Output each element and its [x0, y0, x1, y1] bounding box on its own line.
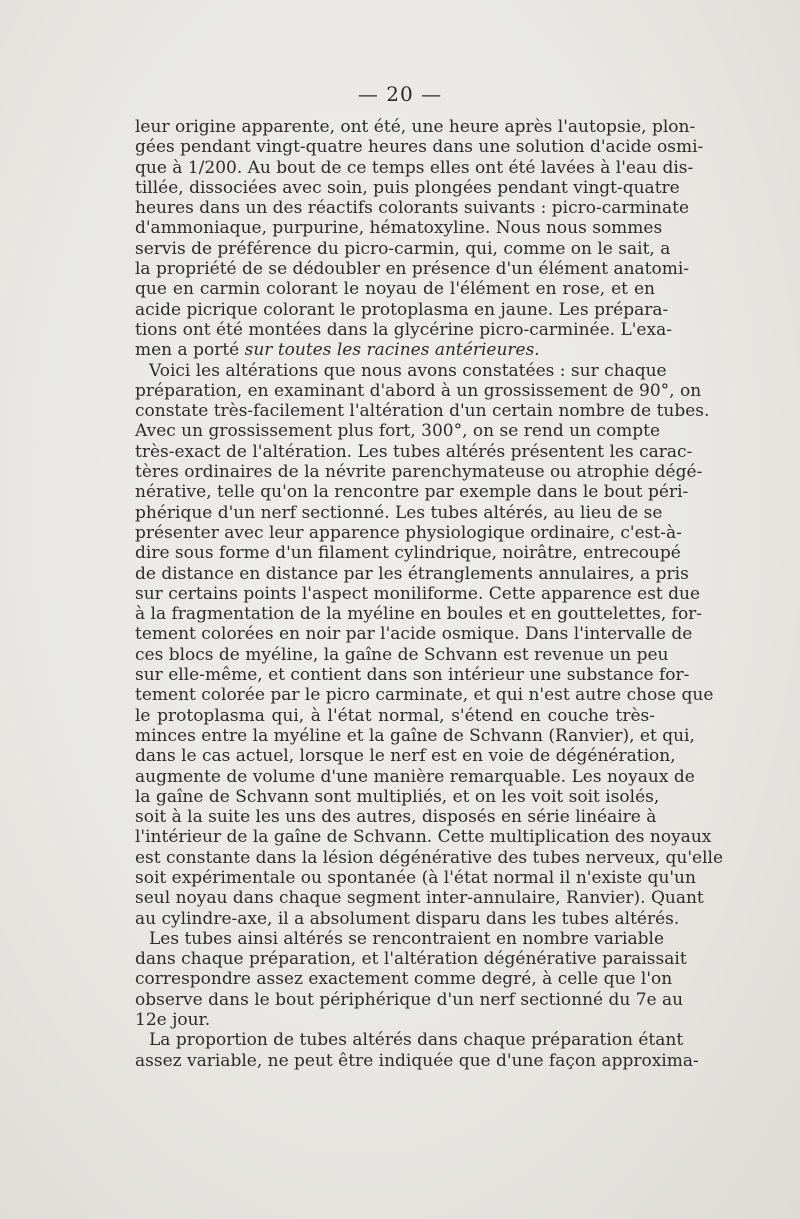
- text-line: observe dans le bout périphérique d'un nerf sectionné du 7e au: [135, 989, 684, 1010]
- text-line: la gaîne de Schvann sont multipliés, et on les voit soit isolés,: [135, 786, 660, 807]
- text-line: à la fragmentation de la myéline en boules et en gouttelettes, for-: [135, 604, 703, 625]
- text-line: dans le cas actuel, lorsque le nerf est en voie de dégénération,: [135, 746, 676, 767]
- body-text: [135, 117, 724, 1071]
- page-number: — 20 —: [357, 82, 443, 106]
- text-line: Avec un grossissement plus fort, 300°, on se rend un compte: [135, 421, 661, 442]
- text-line: soit à la suite les uns des autres, disposés en série linéaire à: [135, 807, 657, 828]
- text-line: le protoplasma qui, à l'état normal, s'étend en couche très-: [135, 705, 655, 726]
- text-line: sur elle-même, et contient dans son intérieur une substance for-: [135, 665, 690, 686]
- text-line: ces blocs de myéline, la gaîne de Schvann est revenue un peu: [135, 644, 669, 665]
- text-line: de distance en distance par les étranglements annulaires, a pris: [135, 563, 689, 584]
- paragraph-2: [135, 360, 724, 929]
- text-line: Les tubes ainsi altérés se rencontraient en nombre variable: [149, 928, 665, 949]
- text-line: au cylindre-axe, il a absolument disparu dans les tubes altérés.: [135, 908, 680, 929]
- text-line: Voici les altérations que nous avons constatées : sur chaque: [149, 360, 667, 381]
- text-line: l'intérieur de la gaîne de Schvann. Cette multiplication des noyaux: [135, 827, 712, 848]
- text-line: soit expérimentale ou spontanée (à l'état normal il n'existe qu'un: [135, 867, 696, 888]
- text-line: d'ammoniaque, purpurine, hématoxyline. Nous nous sommes: [135, 218, 663, 239]
- emphasis-text: sur toutes les racines antérieures.: [244, 340, 540, 361]
- text-line: tement colorées en noir par l'acide osmique. Dans l'intervalle de: [135, 624, 693, 645]
- text-line: servis de préférence du picro-carmin, qui, comme on le sait, a: [135, 238, 671, 259]
- line-prefix: men a porté: [135, 340, 245, 361]
- text-line: heures dans un des réactifs colorants suivants : picro-carminate: [135, 198, 690, 219]
- text-line: tions ont été montées dans la glycérine picro-carminée. L'exa-: [135, 319, 672, 340]
- text-line: présenter avec leur apparence physiologique ordinaire, c'est-à-: [135, 522, 682, 543]
- text-line: tement colorée par le picro carminate, et qui n'est autre chose que: [135, 685, 714, 706]
- text-line: assez variable, ne peut être indiquée que d'une façon approxima-: [135, 1050, 699, 1071]
- text-line: que à 1/200. Au bout de ce temps elles ont été lavées à l'eau dis-: [135, 157, 694, 178]
- text-line: dans chaque préparation, et l'altération dégénérative paraissait: [135, 949, 687, 970]
- text-line: préparation, en examinant d'abord à un grossissement de 90°, on: [135, 380, 702, 401]
- text-line: seul noyau dans chaque segment inter-annulaire, Ranvier). Quant: [135, 888, 704, 909]
- text-line: nérative, telle qu'on la rencontre par exemple dans le bout péri-: [135, 482, 689, 503]
- text-line: que en carmin colorant le noyau de l'élément en rose, et en: [135, 279, 655, 300]
- text-line: 12e jour.: [135, 1010, 211, 1031]
- text-line: phérique d'un nerf sectionné. Les tubes altérés, au lieu de se: [135, 502, 663, 523]
- text-line: gées pendant vingt-quatre heures dans une solution d'acide osmi-: [135, 137, 704, 158]
- text-line: sur certains points l'aspect moniliforme. Cette apparence est due: [135, 583, 701, 604]
- text-line: tillée, dissociées avec soin, puis plongées pendant vingt-quatre: [135, 177, 680, 198]
- paragraph-1: [135, 117, 704, 361]
- text-line: dire sous forme d'un filament cylindrique, noirâtre, entrecoupé: [135, 543, 681, 564]
- text-line: augmente de volume d'une manière remarquable. Les noyaux de: [135, 766, 695, 787]
- text-line: leur origine apparente, ont été, une heure après l'autopsie, plon-: [135, 117, 696, 137]
- text-line: est constante dans la lésion dégénérative des tubes nerveux, qu'elle: [135, 847, 724, 868]
- text-line: tères ordinaires de la névrite parenchymateuse ou atrophie dégé-: [135, 462, 703, 483]
- text-line: correspondre assez exactement comme degré, à celle que l'on: [135, 969, 673, 990]
- text-line: La proportion de tubes altérés dans chaque préparation étant: [149, 1030, 684, 1051]
- paragraph-4: [135, 1030, 699, 1071]
- text-line: minces entre la myéline et la gaîne de Schvann (Ranvier), et qui,: [135, 725, 695, 746]
- text-line: constate très-facilement l'altération d'un certain nombre de tubes.: [135, 401, 710, 422]
- text-line: très-exact de l'altération. Les tubes altérés présentent les carac-: [135, 441, 693, 462]
- text-line: la propriété de se dédoubler en présence d'un élément anatomi-: [135, 259, 690, 280]
- paragraph-3: [135, 928, 687, 1031]
- text-line-with-emphasis: [135, 340, 655, 360]
- text-line: acide picrique colorant le protoplasma en jaune. Les prépara-: [135, 299, 669, 320]
